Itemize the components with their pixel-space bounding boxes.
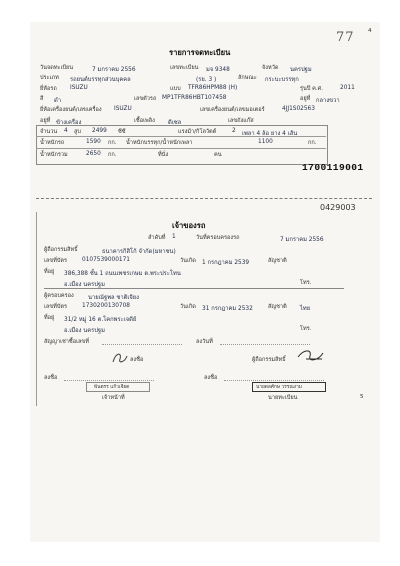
cyl-label: จำนวน [40,129,58,135]
block-divider [44,288,344,289]
possession-date-label: วันที่ครอบครองรถ [196,235,240,241]
engine-pos-label: อยู่ที่ [40,118,51,124]
cc-value: 2499 [92,128,107,134]
possession-date-value: 7 มกราคม 2556 [280,237,324,243]
possessor-tel-label: โทร. [300,326,312,332]
engine-brand-label: ยี่ห้อเครื่องยนต์/เลขเครื่อง [40,107,102,113]
engine-pos-value: ข้างเครื่อง [56,120,82,126]
style-value: กระบะบรรทุก [265,77,299,83]
total-value: 2650 [86,151,101,157]
order-value: 1 [172,234,176,240]
type-code: (รย. 3 ) [196,77,217,83]
possessor-label: ผู้ครอบครอง [44,293,74,299]
total-label: น้ำหนักรวม [40,152,68,158]
registration-document [30,22,380,542]
registrar-name: นายดลศักษ วรรณงาม [256,385,302,390]
officer-title: เจ้าหน้าที่ [102,395,125,401]
total-unit: กก. [108,152,117,158]
possessor-nat-value: ไทย [300,306,311,312]
handwritten-number: 77 [336,30,355,45]
corner-mark: 4 [368,28,372,34]
section-divider [36,198,372,199]
style-label: ลักษณะ [238,75,257,81]
owner-value: ธนาคารกิสิโก้ จำกัด(มหาชน) [102,249,176,255]
possessor-birth-value: 31 กรกฎาคม 2532 [202,306,253,312]
registrar-sig-label: ลงชื่อ [204,375,218,381]
load-unit: กก. [308,140,317,146]
spec-divider [36,136,326,137]
possessor-id-value: 1730200130708 [82,303,130,309]
possessor-addr-label: ที่อยู่ [44,315,55,321]
page-number: 5 [360,394,364,400]
engine-brand-value: ISUZU [114,106,132,112]
type-label: ประเภท [40,75,59,81]
date-label: วันจดทะเบียน [40,65,74,71]
seat-unit: คน [214,152,222,158]
gas-label: เลขถังแก๊ส [228,118,254,124]
hire-date-label: ลงวันที่ [196,339,213,345]
date-value: 7 มกราคม 2556 [92,67,136,73]
chassis-label: เลขตัวรถ [134,96,157,102]
possessor-addr-value: 31/2 หมู่ 16 ต.โคกพระเจดีย์ [64,317,137,323]
possessor-addr2: อ.เมือง นครปฐม [64,328,105,334]
cyl-unit: สูบ [74,129,81,135]
load-label: น้ำหนักบรรทุก/น้ำหนักเพลา [126,140,193,146]
hire-line [102,344,182,345]
possessor-birth-label: วันเกิด [180,304,196,310]
spec-box [36,125,328,165]
owner-title: เจ้าของรถ [172,221,206,230]
fuel-label: เชื้อเพลิง [134,118,155,124]
plate-label: เลขทะเบียน [170,65,199,71]
owner-tel-label: โทร. [300,280,312,286]
engine-no-value: 4JJ1S02563 [282,106,315,112]
weight-label: น้ำหนักรถ [40,140,65,146]
model-year-label: รุ่นปี ค.ศ. [300,86,324,92]
brand-value: ISUZU [70,85,88,91]
weight-unit: กก. [108,140,117,146]
owner-id-label: เลขที่บัตร [44,258,68,264]
engine-no-label: เลขเครื่องยนต์/เลขมอเตอร์ [200,107,265,113]
seat-label: ที่นั่ง [158,152,169,158]
axle-text: เพลา 4 ล้อ ยาง 4 เส้น [242,131,298,137]
owner-sig-role: ผู้ถือกรรมสิทธิ์ [252,357,286,363]
owner-label: ผู้ถือกรรมสิทธิ์ [44,247,78,253]
hire-label: สัญญาเช่าซื้อเลขที่ [44,339,89,345]
type-value: รถยนต์บรรทุกส่วนบุคคล [70,77,131,83]
province-label: จังหวัด [262,65,279,71]
chassis-pos-label: อยู่ที่ [300,96,311,102]
owner-sig-label: ลงชื่อ [130,357,144,363]
color-value: ดำ [54,98,62,104]
doc-code: 0429003 [320,203,356,212]
chassis-value: MP1TFR86HBT107458 [162,95,227,101]
chassis-pos-value: กลางขวา [316,98,340,104]
owner-birth-value: 1 กรกฎาคม 2539 [202,260,250,266]
officer-sig-line [64,380,154,381]
owner-nat-label: สัญชาติ [268,258,287,264]
officer-sig-label: ลงชื่อ [44,375,58,381]
possessor-value: นายณัฐพล ชาติเจียง [88,295,139,301]
owner-signature [296,347,326,365]
power-label: แรงม้า/กิโลวัตต์ [178,129,217,135]
officer-name: พันตรร แก้วเจียต [94,385,130,390]
spec-divider [36,148,326,149]
weight-value: 1590 [86,139,101,145]
brand-label: ยี่ห้อรถ [40,86,57,92]
frame-left [36,212,37,406]
color-label: สี [40,96,44,102]
registrar-sig-line [224,380,324,381]
plate-value: มจ 9348 [206,67,230,73]
cyl-value: 4 [64,128,68,134]
cc-unit: ซีซี [118,129,126,135]
owner-addr-value: 386,388 ชั้น 1 ถนนเพชรเกษม ต.พระประโทน [64,271,181,277]
owner-id-value: 0107539000171 [82,257,130,263]
owner-addr-label: ที่อยู่ [44,269,55,275]
registrar-title: นายทะเบียน [268,395,298,401]
model-value: TFR86HPM88 (H) [188,85,238,91]
province-value: นครปฐม [290,67,312,73]
owner-addr2: อ.เมือง นครปฐม [64,282,105,288]
owner-birth-label: วันเกิด [180,258,196,264]
possessor-nat-label: สัญชาติ [268,304,287,310]
model-year-value: 2011 [340,85,355,91]
power-value: 2 [232,128,236,134]
load-value: 1100 [258,139,273,145]
serial-number: 1700119001 [302,162,364,173]
fuel-value: ดีเซล [168,120,182,126]
order-label: ลำดับที่ [148,235,166,241]
model-label: แบบ [170,86,181,92]
hire-date-line [220,344,310,345]
possessor-id-label: เลขที่บัตร [44,304,68,310]
registration-title: รายการจดทะเบียน [169,48,231,57]
signature-mark [110,350,130,366]
